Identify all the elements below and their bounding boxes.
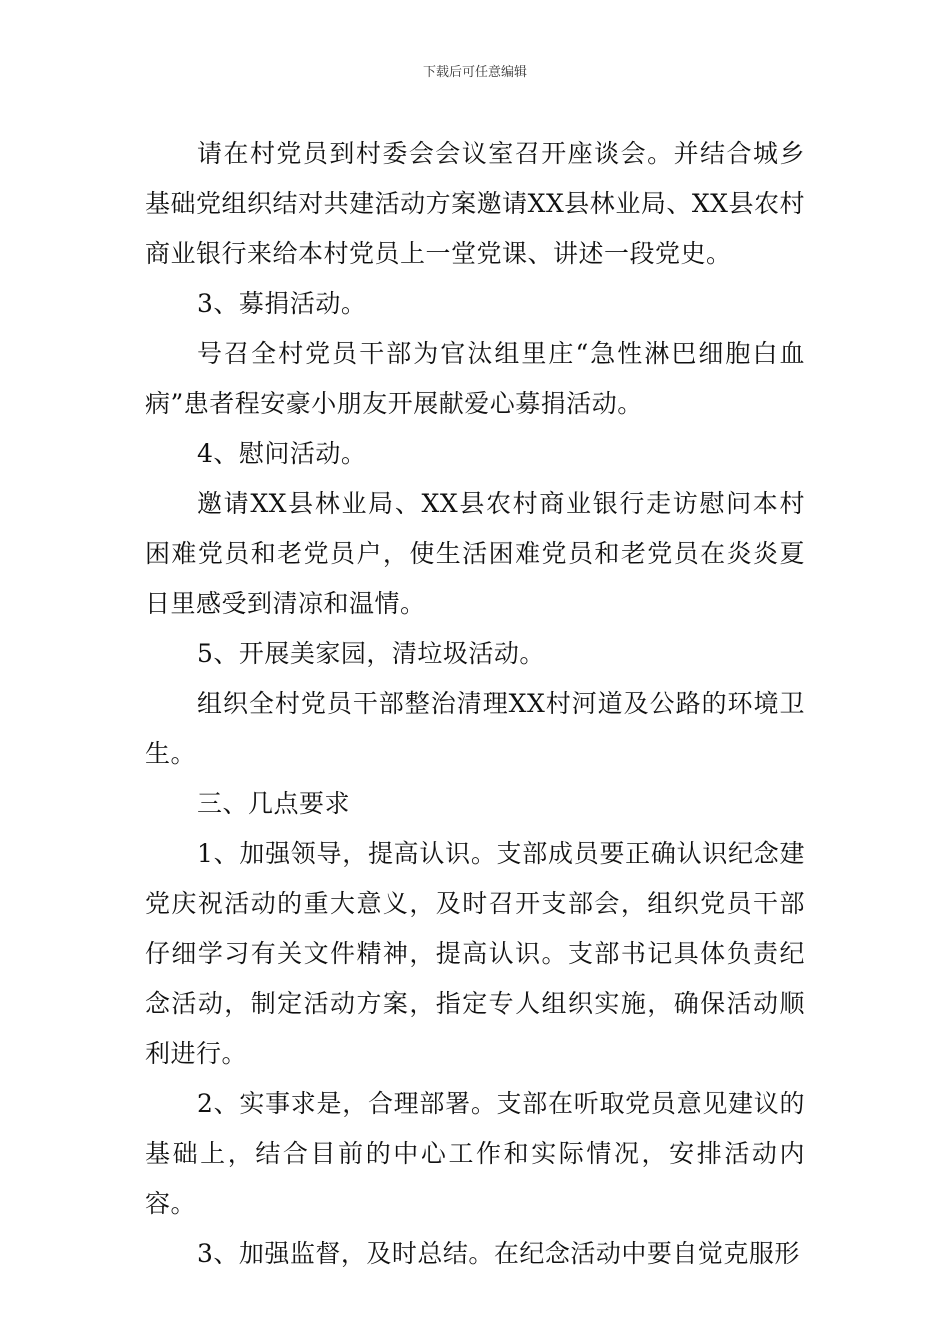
heading-cleanup: 5、开展美家园，清垃圾活动。 bbox=[197, 639, 545, 668]
paragraph-requirement-1: 1、加强领导，提高认识。支部成员要正确认识纪念建党庆祝活动的重大意义，及时召开支部会，组织党员干部仔细学习有关文件精神，提高认识。支部书记具体负责纪念活动，制定活动方案，指定专人组织实施，确保活动顺利进行。 bbox=[145, 839, 805, 1068]
paragraph-visit: 邀请XX县林业局、XX县农村商业银行走访慰问本村困难党员和老党员户，使生活困难党员和老党员在炎炎夏日里感受到清凉和温情。 bbox=[145, 489, 805, 618]
section-heading-requirements: 三、几点要求 bbox=[197, 789, 351, 818]
page-header: 下载后可任意编辑 bbox=[422, 65, 527, 80]
paragraph-forum: 请在村党员到村委会会议室召开座谈会。并结合城乡基础党组织结对共建活动方案邀请XX县林业局、XX县农村商业银行来给本村党员上一堂党课、讲述一段党史。 bbox=[145, 139, 805, 268]
paragraph-fundraising: 号召全村党员干部为官汰组里庄“急性淋巴细胞白血病”患者程安豪小朋友开展献爱心募捐活动。 bbox=[145, 339, 805, 418]
paragraph-cleanup: 组织全村党员干部整治清理XX村河道及公路的环境卫生。 bbox=[145, 689, 805, 768]
heading-fundraising: 3、募捐活动。 bbox=[197, 289, 367, 318]
paragraph-requirement-2: 2、实事求是，合理部署。支部在听取党员意见建议的基础上，结合目前的中心工作和实际情况，安排活动内容。 bbox=[145, 1089, 805, 1218]
paragraph-requirement-3: 3、加强监督，及时总结。在纪念活动中要自觉克服形 bbox=[197, 1239, 800, 1268]
heading-visit: 4、慰问活动。 bbox=[197, 439, 367, 468]
document-body bbox=[145, 129, 805, 1279]
